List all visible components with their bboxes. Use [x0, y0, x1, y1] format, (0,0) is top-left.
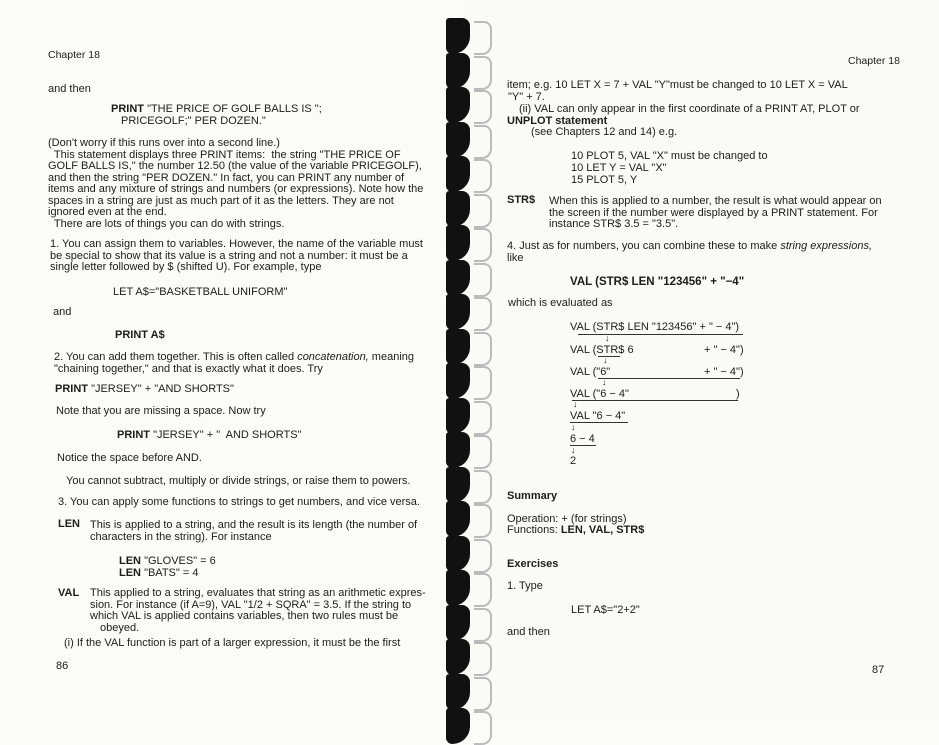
eval-step-5: VAL "6 − 4" [570, 410, 626, 422]
eval-underline-3 [598, 378, 740, 379]
eval-step-tail-2: + " − 4") [704, 344, 744, 356]
eval-underline-2 [598, 356, 620, 357]
para2-line: 1. You can assign them to variables. However, the name of the variable must [50, 238, 423, 250]
val-desc-line: This applied to a string, evaluates that string as an arithmetic expres- [90, 587, 426, 599]
down-arrow-icon: ↓ [602, 377, 607, 387]
eval-underline-1 [578, 334, 743, 335]
val-description [90, 588, 436, 634]
paragraph-strings-intro [48, 138, 436, 230]
spiral-ring-back [474, 56, 492, 90]
para1-line: There are lots of things you can do with strings. [48, 217, 285, 230]
spiral-ring-back [474, 21, 492, 55]
cont-line1-text: item; e.g. 10 LET X = 7 + VAL "Y"must be changed to 10 LET X = VAL [507, 79, 848, 91]
val-desc-line: which VAL is applied contains variables, then two rules must be [90, 610, 399, 622]
para1-line: ignored even at the end. [48, 206, 167, 218]
eval-underline-4 [572, 400, 738, 401]
left-chapter-header: Chapter 18 [48, 49, 100, 61]
print-jersey-statement-2: PRINT "JERSEY" + " AND SHORTS" [117, 429, 302, 441]
paragraph-string-expressions [507, 241, 903, 264]
spiral-ring-back [474, 539, 492, 573]
spiral-ring [446, 536, 470, 572]
spiral-ring [446, 639, 470, 675]
spiral-ring [446, 18, 470, 54]
eval-underline-5 [570, 422, 628, 423]
para1-line: spaces in a string are just as much part of it as the letters. They are not [48, 194, 394, 207]
para3-line2: "chaining together," and that is exactly what it does. Try [54, 362, 323, 375]
spiral-ring-back [474, 366, 492, 400]
spiral-ring [446, 156, 470, 192]
spiral-ring-back [474, 608, 492, 642]
len-desc-line: characters in the string). For instance [90, 530, 272, 543]
str-desc-line: When this is applied to a number, the result is what would appear on [549, 195, 882, 207]
and-then-text: and then [48, 83, 91, 95]
string-expressions-term: string expressions, [780, 240, 873, 252]
rule2-line: (see Chapters 12 and 14) e.g. [531, 126, 678, 138]
print-jersey-statement-1: PRINT "JERSEY" + "AND SHORTS" [55, 383, 234, 395]
str-desc-line: instance STR$ 3.5 = "3.5". [549, 218, 679, 230]
eval-step-4: VAL ("6 − 4" [570, 388, 629, 400]
right-chapter-header: Chapter 18 [848, 55, 900, 67]
down-arrow-icon: ↓ [603, 355, 608, 365]
para3-post: meaning [368, 351, 415, 363]
len-example-bats: LEN "BATS" = 4 [119, 567, 199, 579]
spiral-ring [446, 363, 470, 399]
eval-step-2: VAL (STR$ 6 [570, 344, 634, 356]
spiral-ring [446, 191, 470, 227]
print-jersey-2-rest: "JERSEY" + " AND SHORTS" [153, 429, 302, 441]
para4-pre: 4. Just as for numbers, you can combine these to make [507, 240, 781, 252]
down-arrow-icon: ↓ [571, 422, 576, 432]
para1-line: and then the string "PER DOZEN." In fact, you can PRINT any number of [48, 171, 405, 184]
cannot-subtract-text: You cannot subtract, multiply or divide strings, or raise them to powers. [66, 475, 411, 487]
down-arrow-icon: ↓ [573, 399, 578, 409]
down-arrow-icon: ↓ [571, 445, 576, 455]
para1-line: This statement displays three PRINT items: the string "THE PRICE OF [48, 148, 401, 161]
summary-functions [507, 524, 644, 536]
spiral-ring-back [474, 125, 492, 159]
para1-line: items and any mixture of strings and numbers (or expressions). Note how the [48, 183, 424, 195]
print-jersey-1-rest: "JERSEY" + "AND SHORTS" [91, 383, 234, 395]
len-keyword: LEN [58, 518, 80, 530]
val-expression: VAL (STR$ LEN "123456" + "−4" [570, 276, 745, 288]
val-rule-two [507, 104, 907, 139]
eval-step-3: VAL ("6" [570, 366, 611, 378]
spiral-ring-back [474, 435, 492, 469]
para4-line1 [507, 241, 903, 253]
len-description [90, 520, 436, 543]
spiral-ring [446, 329, 470, 365]
print-a-statement: PRINT A$ [115, 329, 165, 341]
spiral-ring-back [474, 677, 492, 711]
eval-step-paren-4: ) [736, 388, 740, 400]
spiral-ring [446, 605, 470, 641]
rule2-line: (ii) VAL can only appear in the first coordinate of a PRINT AT, PLOT or [519, 103, 860, 115]
para2-line: single letter followed by $ (shifted U). For example, type [50, 261, 322, 273]
exercise-1: 1. Type [507, 580, 543, 592]
spiral-ring-back [474, 263, 492, 297]
exercise-let-statement: LET A$="2+2" [571, 604, 640, 616]
spiral-ring [446, 708, 470, 744]
eval-step-7: 2 [570, 455, 577, 467]
right-page-number: 87 [872, 664, 885, 676]
eval-step-tail-3: + " − 4") [704, 366, 744, 378]
print-line1-rest: "THE PRICE OF GOLF BALLS IS "; [147, 103, 322, 115]
spiral-ring [446, 398, 470, 434]
len-example-bats-rest: "BATS" = 4 [144, 567, 199, 579]
functions-label: Functions: [507, 524, 561, 536]
exercise-and-then: and then [507, 626, 550, 638]
para2-line: be special to show that its value is a string and not a number: it must be a [50, 249, 408, 262]
spiral-ring [446, 87, 470, 123]
notice-space-text: Notice the space before AND. [57, 452, 202, 464]
spiral-ring [446, 674, 470, 710]
para1-line: GOLF BALLS IS," the number 12.50 (the value of the variable PRICEGOLF), [48, 160, 422, 172]
spiral-ring-back [474, 401, 492, 435]
str-description [549, 196, 901, 231]
plot-line-3: 15 PLOT 5, Y [571, 174, 638, 186]
exercises-heading: Exercises [507, 558, 559, 570]
let-basketball-statement: LET A$="BASKETBALL UNIFORM" [113, 286, 288, 298]
val-desc-line: obeyed. [100, 621, 140, 634]
para4-line2: like [507, 251, 524, 264]
para3-pre: 2. You can add them together. This is often called [54, 351, 298, 363]
val-desc-line: sion. For instance (if A=9), VAL "1/2 + SQRA" = 3.5. If the string to [90, 598, 412, 611]
cont-line1 [507, 80, 907, 92]
spiral-ring-back [474, 642, 492, 676]
print-statement-line1: PRINT "THE PRICE OF GOLF BALLS IS "; [111, 103, 322, 115]
spiral-ring-back [474, 504, 492, 538]
spiral-ring-back [474, 90, 492, 124]
spiral-ring [446, 570, 470, 606]
val-keyword: VAL [58, 587, 80, 599]
spiral-ring-back [474, 297, 492, 331]
and-text: and [53, 306, 72, 318]
paragraph-assign-variables [50, 239, 438, 274]
evaluated-as-text: which is evaluated as [508, 297, 613, 309]
spiral-ring-back [474, 332, 492, 366]
str-keyword: STR$ [507, 194, 536, 206]
spiral-ring-back [474, 470, 492, 504]
spiral-ring-back [474, 228, 492, 262]
spiral-ring [446, 432, 470, 468]
note-missing-space: Note that you are missing a space. Now try [56, 405, 266, 417]
functions-list: LEN, VAL, STR$ [560, 524, 645, 536]
spiral-ring-back [474, 159, 492, 193]
para3-line1 [54, 352, 438, 364]
print-statement-line2: PRICEGOLF;" PER DOZEN." [121, 115, 266, 127]
rule2-line: UNPLOT statement [507, 114, 608, 127]
len-desc-line: This is applied to a string, and the result is its length (the number of [90, 519, 418, 531]
paragraph-concatenation [54, 352, 438, 375]
spiral-ring-back [474, 194, 492, 228]
spiral-ring [446, 501, 470, 537]
spiral-ring [446, 122, 470, 158]
summary-heading: Summary [507, 490, 558, 502]
str-desc-line: the screen if the number were displayed by a PRINT statement. For [549, 206, 878, 219]
concatenation-term: concatenation, [297, 351, 369, 363]
spiral-ring [446, 294, 470, 330]
cont-line2: "Y" + 7. [508, 90, 545, 103]
apply-functions-text: 3. You can apply some functions to strings to get numbers, and vice versa. [58, 496, 420, 508]
val-continued [507, 80, 907, 103]
spiral-ring-back [474, 573, 492, 607]
spiral-ring-back [474, 711, 492, 745]
eval-step-6: 6 − 4 [570, 433, 595, 445]
summary-operation: Operation: + (for strings) [507, 513, 627, 525]
spiral-ring [446, 467, 470, 503]
len-example-gloves: LEN "GLOVES" = 6 [119, 555, 216, 567]
eval-step-1: VAL (STR$ LEN "123456" + " − 4") [570, 321, 740, 333]
len-example-gloves-rest: "GLOVES" = 6 [144, 555, 216, 567]
para1-line: (Don't worry if this runs over into a second line.) [48, 137, 280, 149]
down-arrow-icon: ↓ [605, 333, 610, 343]
left-page-number: 86 [56, 660, 69, 672]
spiral-binding [440, 0, 502, 722]
val-rule-one: (i) If the VAL function is part of a larger expression, it must be the first [64, 637, 401, 649]
spiral-ring [446, 260, 470, 296]
plot-line-1: 10 PLOT 5, VAL "X" must be changed to [571, 150, 768, 162]
spiral-ring [446, 53, 470, 89]
spiral-ring [446, 225, 470, 261]
plot-line-2: 10 LET Y = VAL "X" [571, 162, 667, 174]
